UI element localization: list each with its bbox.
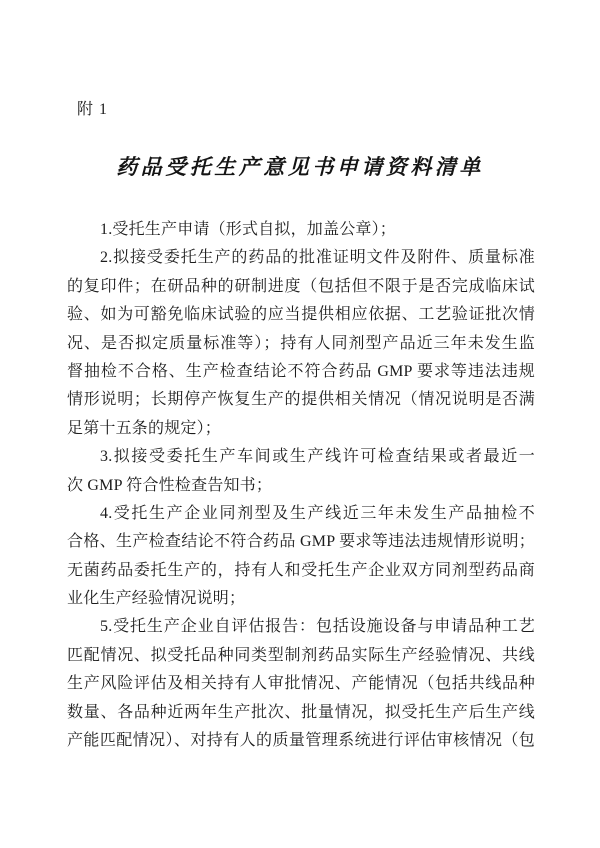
text-line: 5.受托生产企业自评估报告：包括设施设备与申请品种工艺 [100,618,535,636]
text-line: 数量、各品种近两年生产批次、批量情况，拟受托生产后生产线 [67,703,535,721]
text-line: 督抽检不合格、生产检查结论不符合药品 GMP 要求等违法违规 [67,362,535,380]
text-line: 业化生产经验情况说明； [67,590,246,608]
text-line: 情形说明；长期停产恢复生产的提供相关情况（情况说明是否满 [67,391,535,409]
text-line: 验、如为可豁免临床试验的应当提供相应依据、工艺验证批次情 [67,306,535,324]
text-line: 次 GMP 符合性检查告知书； [67,476,273,494]
text-line: 合格、生产检查结论不符合药品 GMP 要求等违法违规情形说明； [67,533,535,551]
text-line: 的复印件；在研品种的研制进度（包括但不限于是否完成临床试 [67,277,535,295]
text-line: 生产风险评估及相关持有人审批情况、产能情况（包括共线品种 [67,675,535,693]
document-title: 药品受托生产意见书申请资料清单 [116,155,484,179]
attachment-label: 附 1 [77,101,109,118]
text-line: 3.拟接受委托生产车间或生产线许可检查结果或者最近一 [100,448,535,466]
document-body [67,216,535,755]
text-line: 2.拟接受委托生产的药品的批准证明文件及附件、质量标准 [100,249,535,267]
text-line: 况、是否拟定质量标准等）；持有人同剂型产品近三年未发生监 [67,334,535,352]
text-line: 4.受托生产企业同剂型及生产线近三年未发生产品抽检不 [100,504,535,522]
text-line: 无菌药品委托生产的，持有人和受托生产企业双方同剂型药品商 [67,561,535,579]
text-line: 足第十五条的规定）； [67,419,222,437]
text-line: 产能匹配情况）、对持有人的质量管理系统进行评估审核情况（包 [67,732,535,750]
text-line: 匹配情况、拟受托品种同类型制剂药品实际生产经验情况、共线 [67,646,535,664]
text-line: 1.受托生产申请（形式自拟，加盖公章）； [100,221,397,238]
